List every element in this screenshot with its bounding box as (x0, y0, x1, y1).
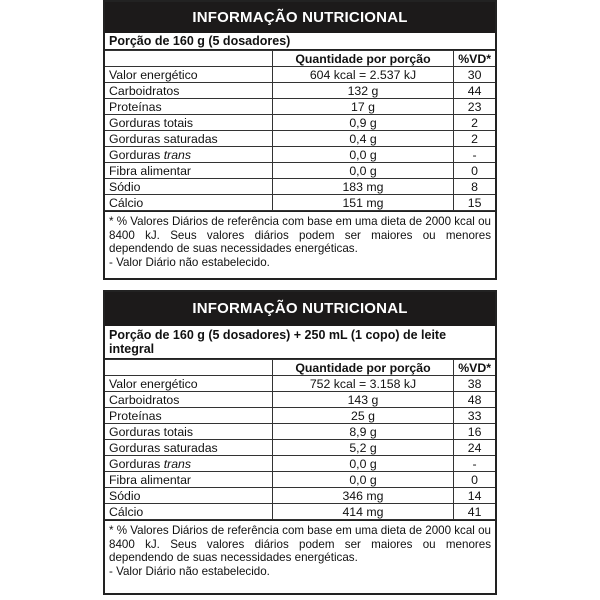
nutrient-name: Valor energético (105, 376, 272, 392)
table-row (105, 179, 495, 195)
nutrient-name: Sódio (105, 488, 272, 504)
nutrient-quantity: 752 kcal = 3.158 kJ (272, 376, 453, 392)
nutrient-vd: 23 (454, 99, 495, 115)
table-row (105, 424, 495, 440)
table-row (105, 472, 495, 488)
table-row (105, 163, 495, 179)
nutrient-name: Proteínas (105, 99, 272, 115)
header-vd: %VD* (454, 360, 495, 376)
table-row (105, 115, 495, 131)
nutrient-vd: 2 (454, 131, 495, 147)
nutrient-vd: - (454, 456, 495, 472)
table-row (105, 440, 495, 456)
nutrient-quantity: 0,0 g (272, 163, 453, 179)
nutrient-quantity: 0,0 g (272, 456, 453, 472)
table-row (105, 456, 495, 472)
nutrient-name: Carboidratos (105, 83, 272, 99)
nutrition-title: INFORMAÇÃO NUTRICIONAL (105, 2, 495, 33)
nutrient-quantity: 0,4 g (272, 131, 453, 147)
footnote (105, 211, 495, 272)
table-row (105, 147, 495, 163)
nutrition-table-2 (103, 290, 497, 595)
nutrition-title: INFORMAÇÃO NUTRICIONAL (105, 292, 495, 326)
header-blank (105, 51, 272, 67)
nutrient-vd: 48 (454, 392, 495, 408)
nutrient-vd: 8 (454, 179, 495, 195)
table-row (105, 376, 495, 392)
table-row (105, 195, 495, 211)
nutrient-name: Valor energético (105, 67, 272, 83)
nutrient-quantity: 604 kcal = 2.537 kJ (272, 67, 453, 83)
nutrient-name: Cálcio (105, 504, 272, 520)
table-row (105, 392, 495, 408)
nutrient-vd: 38 (454, 376, 495, 392)
nutrient-vd: 16 (454, 424, 495, 440)
nutrient-name: Fibra alimentar (105, 472, 272, 488)
nutrient-vd: 0 (454, 163, 495, 179)
table-row (105, 131, 495, 147)
nutrient-name: Fibra alimentar (105, 163, 272, 179)
header-vd: %VD* (454, 51, 495, 67)
footnote-text-2: - Valor Diário não estabelecido. (109, 564, 270, 578)
nutrient-quantity: 414 mg (272, 504, 453, 520)
header-quantity: Quantidade por porção (272, 51, 453, 67)
nutrient-vd: 44 (454, 83, 495, 99)
nutrient-vd: 0 (454, 472, 495, 488)
nutrient-vd: 30 (454, 67, 495, 83)
nutrient-name: Gorduras saturadas (105, 131, 272, 147)
nutrient-vd: - (454, 147, 495, 163)
nutrient-rows (105, 67, 495, 211)
nutrient-vd: 41 (454, 504, 495, 520)
nutrient-vd: 14 (454, 488, 495, 504)
header-quantity: Quantidade por porção (272, 360, 453, 376)
nutrient-name: Gorduras trans (105, 147, 272, 163)
portion-label: Porção de 160 g (5 dosadores) (105, 33, 495, 50)
nutrition-grid (105, 50, 495, 211)
nutrient-vd: 2 (454, 115, 495, 131)
nutrient-name: Cálcio (105, 195, 272, 211)
nutrition-table-1 (103, 0, 497, 280)
portion-label: Porção de 160 g (5 dosadores) + 250 mL (1 copo) de leite integral (105, 326, 495, 359)
footnote-text: * % Valores Diários de referência com base em uma dieta de 2000 kcal ou 8400 kJ. Seus valores diários podem ser maiores ou menores dependendo de suas necessidades energéticas. (109, 524, 491, 564)
footnote-text: * % Valores Diários de referência com base em uma dieta de 2000 kcal ou 8400 kJ. Seus valores diários podem ser maiores ou menores dependendo de suas necessidades energéticas. (109, 215, 491, 255)
table-header-row (105, 51, 495, 67)
nutrient-vd: 15 (454, 195, 495, 211)
nutrient-name: Gorduras totais (105, 424, 272, 440)
nutrition-grid (105, 359, 495, 520)
table-row (105, 408, 495, 424)
nutrient-quantity: 183 mg (272, 179, 453, 195)
nutrient-quantity: 0,0 g (272, 147, 453, 163)
nutrient-rows (105, 376, 495, 520)
nutrient-quantity: 5,2 g (272, 440, 453, 456)
nutrient-name: Proteínas (105, 408, 272, 424)
nutrient-name: Gorduras totais (105, 115, 272, 131)
nutrient-quantity: 17 g (272, 99, 453, 115)
nutrient-quantity: 346 mg (272, 488, 453, 504)
nutrient-name: Gorduras trans (105, 456, 272, 472)
nutrient-quantity: 143 g (272, 392, 453, 408)
table-row (105, 67, 495, 83)
footnote-text-2: - Valor Diário não estabelecido. (109, 255, 270, 269)
nutrient-name: Carboidratos (105, 392, 272, 408)
nutrient-vd: 33 (454, 408, 495, 424)
table-row (105, 99, 495, 115)
nutrient-quantity: 151 mg (272, 195, 453, 211)
table-header-row (105, 360, 495, 376)
nutrient-quantity: 8,9 g (272, 424, 453, 440)
header-blank (105, 360, 272, 376)
nutrient-quantity: 0,0 g (272, 472, 453, 488)
nutrient-quantity: 132 g (272, 83, 453, 99)
nutrient-quantity: 0,9 g (272, 115, 453, 131)
table-row (105, 504, 495, 520)
footnote (105, 520, 495, 581)
nutrient-name: Sódio (105, 179, 272, 195)
nutrient-vd: 24 (454, 440, 495, 456)
nutrient-quantity: 25 g (272, 408, 453, 424)
table-row (105, 488, 495, 504)
table-row (105, 83, 495, 99)
nutrient-name: Gorduras saturadas (105, 440, 272, 456)
